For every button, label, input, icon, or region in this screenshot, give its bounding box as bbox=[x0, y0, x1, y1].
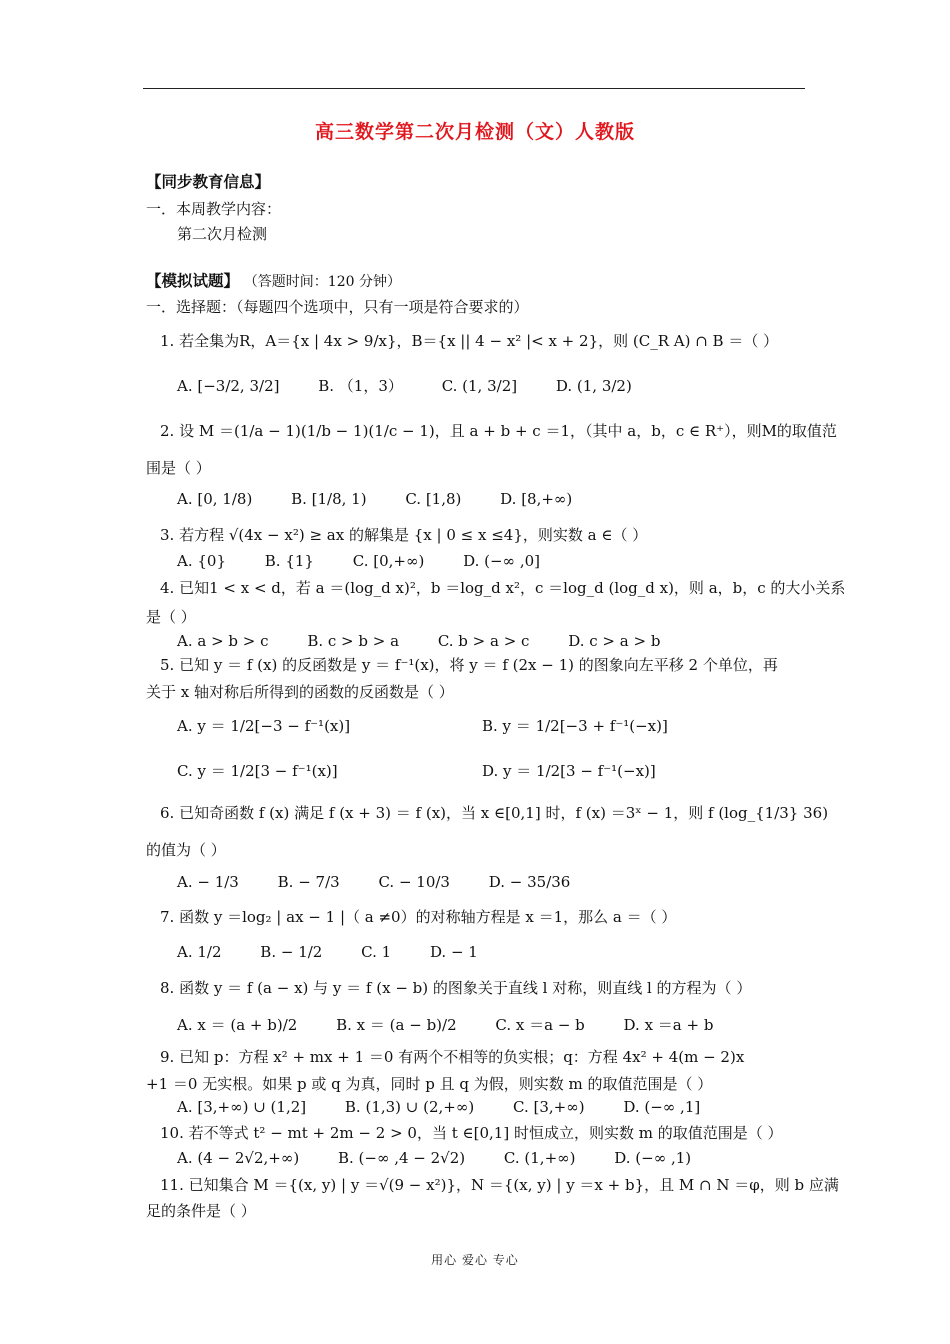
option-d: D. (1, 3/2) bbox=[555, 377, 632, 395]
option-c: C. (1,+∞) bbox=[503, 1149, 576, 1167]
question-8-stem: 8. 函数 y ＝ f (a − x) 与 y ＝ f (x − b) 的图象关于直线 l 对称，则直线 l 的方程为（ ） bbox=[160, 979, 752, 997]
question-8-options bbox=[177, 1014, 747, 1035]
question-6-options bbox=[177, 873, 604, 891]
option-c: C. − 10/3 bbox=[378, 873, 450, 891]
question-4-stem: 4. 已知1 < x < d，若 a ＝(log_d x)²，b ＝log_d x²，c ＝log_d (log_d x)，则 a，b，c 的大小关系 bbox=[160, 579, 846, 597]
question-3-options bbox=[177, 552, 574, 570]
option-b: B. [1/8, 1) bbox=[291, 490, 367, 508]
time-note: （答题时间：120 分钟） bbox=[243, 274, 401, 290]
option-b: B. x ＝ (a − b)/2 bbox=[336, 1016, 457, 1034]
option-a: A. [0, 1/8) bbox=[177, 490, 253, 508]
option-d: D. c > a > b bbox=[568, 632, 661, 650]
section-heading-info: 【同步教育信息】 bbox=[146, 173, 271, 191]
option-c: C. [3,+∞) bbox=[513, 1098, 585, 1116]
option-b: B. − 7/3 bbox=[277, 873, 340, 891]
test-heading: 【模拟试题】 bbox=[146, 272, 240, 290]
question-4-stem-cont: 是（ ） bbox=[146, 608, 196, 626]
document-title: 高三数学第二次月检测（文）人教版 bbox=[314, 121, 635, 143]
question-5-option-a: A. y ＝ 1/2[−3 − f⁻¹(x)] bbox=[177, 717, 351, 735]
option-c: C. 1 bbox=[361, 943, 392, 961]
section-item: 一．本周教学内容： bbox=[146, 200, 282, 218]
question-5-stem: 5. 已知 y ＝ f (x) 的反函数是 y ＝ f⁻¹(x)，将 y ＝ f (2x − 1) 的图象向左平移 2 个单位，再 bbox=[160, 656, 778, 674]
option-c: C. [1,8) bbox=[405, 490, 462, 508]
option-a: A. x ＝ (a + b)/2 bbox=[177, 1016, 298, 1034]
option-b: B. (−∞ ,4 − 2√2) bbox=[337, 1149, 466, 1167]
question-5-option-b: B. y ＝ 1/2[−3 + f⁻¹(−x)] bbox=[482, 717, 668, 735]
option-a: A. [−3/2, 3/2] bbox=[177, 377, 280, 395]
question-9-stem: 9. 已知 p：方程 x² + mx + 1 ＝0 有两个不相等的负实根；q：方程 4x² + 4(m − 2)x bbox=[160, 1048, 745, 1066]
option-d: D. − 35/36 bbox=[488, 873, 571, 891]
question-6-stem-cont: 的值为（ ） bbox=[146, 841, 226, 859]
option-a: A. a > b > c bbox=[177, 632, 269, 650]
question-2-options bbox=[177, 490, 606, 508]
option-a: A. − 1/3 bbox=[177, 873, 239, 891]
option-d: D. [8,+∞) bbox=[500, 490, 573, 508]
section-heading-test bbox=[146, 271, 401, 292]
option-c: C. [0,+∞) bbox=[352, 552, 425, 570]
question-2-stem-cont: 围是（ ） bbox=[146, 459, 211, 477]
question-9-options bbox=[177, 1098, 734, 1116]
question-5-stem-cont: 关于 x 轴对称后所得到的函数的反函数是（ ） bbox=[146, 683, 454, 701]
option-b: B. c > b > a bbox=[307, 632, 400, 650]
part-heading: 一．选择题：（每题四个选项中，只有一项是符合要求的） bbox=[146, 298, 529, 316]
option-b: B. − 1/2 bbox=[260, 943, 323, 961]
option-d: D. (−∞ ,0] bbox=[463, 552, 540, 570]
option-b: B. {1} bbox=[264, 552, 314, 570]
option-c: C. x ＝a − b bbox=[495, 1016, 585, 1034]
question-6-stem: 6. 已知奇函数 f (x) 满足 f (x + 3) ＝ f (x)，当 x ∈[0,1] 时，f (x) ＝3ˣ − 1，则 f (log_{1/3} 36) bbox=[160, 804, 829, 822]
option-a: A. (4 − 2√2,+∞) bbox=[177, 1149, 300, 1167]
question-1-options bbox=[177, 375, 666, 396]
option-a: A. {0} bbox=[177, 552, 226, 570]
option-b: B. (1,3) ∪ (2,+∞) bbox=[344, 1098, 475, 1116]
question-7-options bbox=[177, 943, 512, 961]
question-10-options bbox=[177, 1149, 725, 1167]
option-d: D. − 1 bbox=[429, 943, 478, 961]
question-5-option-c: C. y ＝ 1/2[3 − f⁻¹(x)] bbox=[177, 762, 338, 780]
option-c: C. b > a > c bbox=[437, 632, 530, 650]
question-11-stem-cont: 足的条件是（ ） bbox=[146, 1202, 256, 1220]
option-d: D. x ＝a + b bbox=[623, 1016, 714, 1034]
question-5-option-d: D. y ＝ 1/2[3 − f⁻¹(−x)] bbox=[482, 762, 656, 780]
question-11-stem: 11. 已知集合 M ＝{(x, y) | y ＝√(9 − x²)}，N ＝{(x, y) | y ＝x + b}，且 M ∩ N ＝φ，则 b 应满 bbox=[160, 1176, 839, 1194]
section-content: 第二次月检测 bbox=[177, 225, 268, 243]
question-4-options bbox=[177, 632, 694, 650]
option-a: A. [3,+∞) ∪ (1,2] bbox=[177, 1098, 307, 1116]
page-footer: 用心 爱心 专心 bbox=[431, 1253, 519, 1267]
option-a: A. 1/2 bbox=[177, 943, 222, 961]
option-d: D. (−∞ ,1) bbox=[614, 1149, 692, 1167]
option-d: D. (−∞ ,1] bbox=[623, 1098, 701, 1116]
header-rule bbox=[143, 88, 805, 89]
option-c: C. (1, 3/2] bbox=[441, 377, 518, 395]
question-7-stem: 7. 函数 y ＝log₂ | ax − 1 |（ a ≠0）的对称轴方程是 x ＝1，那么 a ＝（ ） bbox=[160, 908, 677, 926]
question-3-stem: 3. 若方程 √(4x − x²) ≥ ax 的解集是 {x | 0 ≤ x ≤4}，则实数 a ∈（ ） bbox=[160, 526, 648, 544]
question-1-stem: 1. 若全集为R，A＝{x | 4x > 9/x}，B＝{x || 4 − x² |< x + 2}，则 (C_R A) ∩ B ＝（ ） bbox=[160, 332, 779, 350]
option-b: B. （1，3） bbox=[318, 377, 403, 395]
question-9-stem-cont: +1 ＝0 无实根。如果 p 或 q 为真，同时 p 且 q 为假，则实数 m 的取值范围是（ ） bbox=[146, 1075, 713, 1093]
question-2-stem: 2. 设 M ＝(1/a − 1)(1/b − 1)(1/c − 1)，且 a + b + c ＝1，（其中 a，b，c ∈ R⁺），则M的取值范 bbox=[160, 422, 837, 440]
question-10-stem: 10. 若不等式 t² − mt + 2m − 2 > 0，当 t ∈[0,1] 时恒成立，则实数 m 的取值范围是（ ） bbox=[160, 1124, 783, 1142]
